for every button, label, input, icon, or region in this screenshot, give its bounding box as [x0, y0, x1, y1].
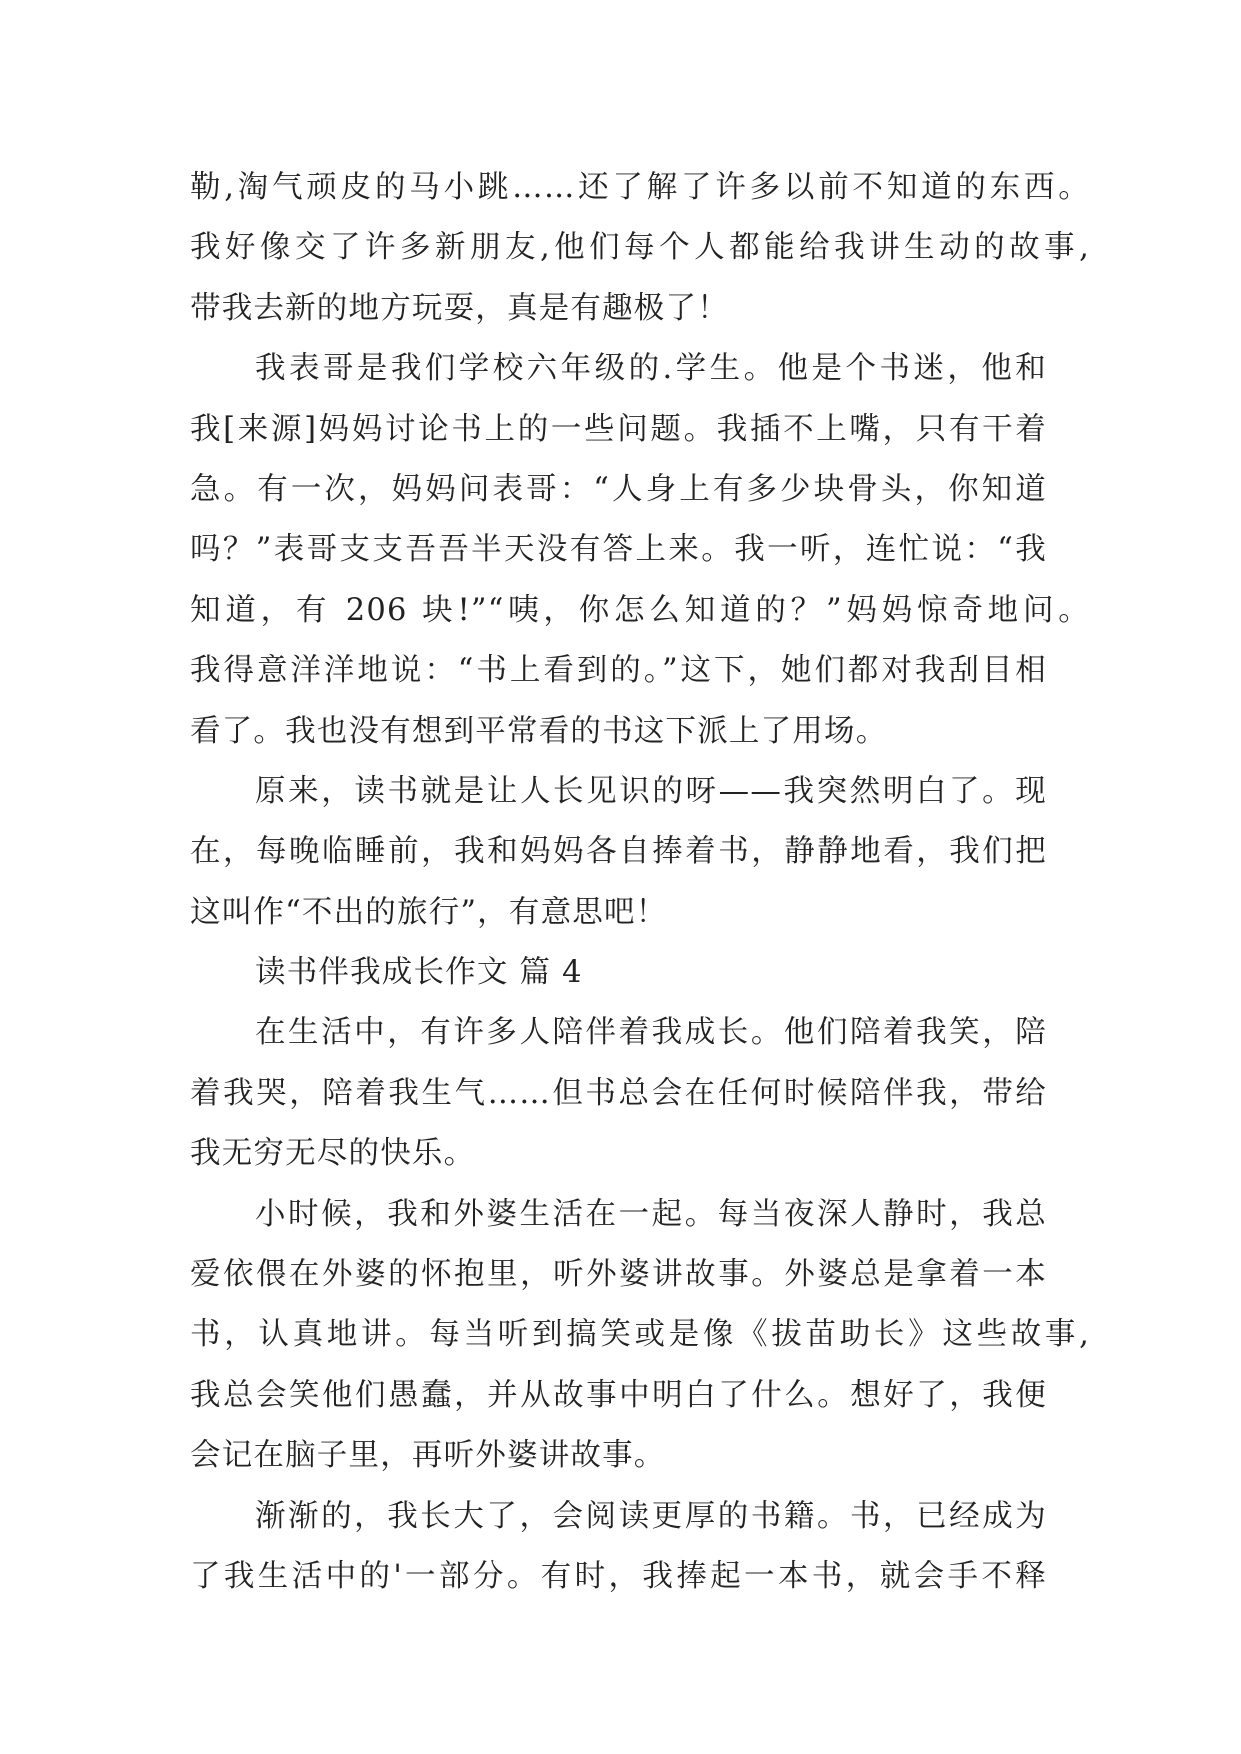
text-line: 书，认真地讲。每当听到搞笑或是像《拔苗助长》这些故事,	[190, 1317, 1090, 1353]
text-line: 勒,淘气顽皮的马小跳……还了解了许多以前不知道的东西。	[190, 170, 1090, 205]
text-line: 我表哥是我们学校六年级的.学生。他是个书迷，他和	[255, 351, 1047, 387]
text-line: 知道，有 206 块!”“咦，你怎么知道的？”妈妈惊奇地问。	[190, 592, 1090, 628]
text-line: 我得意洋洋地说：“书上看到的。”这下，她们都对我刮目相	[190, 653, 1047, 689]
text-line: 原来，读书就是让人长见识的呀——我突然明白了。现	[255, 773, 1047, 809]
text-line: 在生活中，有许多人陪伴着我成长。他们陪着我笑，陪	[255, 1015, 1047, 1051]
text-line: 在，每晚临睡前，我和妈妈各自捧着书，静静地看，我们把	[190, 834, 1047, 870]
text-line: 我无穷无尽的快乐。	[190, 1136, 476, 1172]
text-line: 了我生活中的'一部分。有时，我捧起一本书，就会手不释	[190, 1558, 1047, 1594]
text-line: 读书伴我成长作文 篇 4	[255, 955, 583, 991]
document-body	[190, 158, 1090, 1607]
text-line: 急。有一次，妈妈问表哥：“人身上有多少块骨头，你知道	[190, 471, 1047, 507]
text-line: 渐渐的，我长大了，会阅读更厚的书籍。书，已经成为	[255, 1498, 1047, 1534]
text-line: 我[来源]妈妈讨论书上的一些问题。我插不上嘴，只有干着	[190, 411, 1047, 447]
text-line: 小时候，我和外婆生活在一起。每当夜深人静时，我总	[255, 1196, 1047, 1232]
text-line: 着我哭，陪着我生气……但书总会在任何时候陪伴我，带给	[190, 1075, 1047, 1111]
text-line: 带我去新的地方玩耍，真是有趣极了！	[190, 290, 729, 326]
text-line: 我总会笑他们愚蠢，并从故事中明白了什么。想好了，我便	[190, 1377, 1047, 1413]
text-line: 这叫作“不出的旅行”，有意思吧！	[190, 894, 668, 930]
text-line: 吗？”表哥支支吾吾半天没有答上来。我一听，连忙说：“我	[190, 532, 1047, 568]
text-line: 爱依偎在外婆的怀抱里，听外婆讲故事。外婆总是拿着一本	[190, 1257, 1047, 1293]
text-line: 看了。我也没有想到平常看的书这下派上了用场。	[190, 713, 888, 749]
text-line: 会记在脑子里，再听外婆讲故事。	[190, 1438, 666, 1474]
text-line: 我好像交了许多新朋友,他们每个人都能给我讲生动的故事,	[190, 230, 1090, 266]
